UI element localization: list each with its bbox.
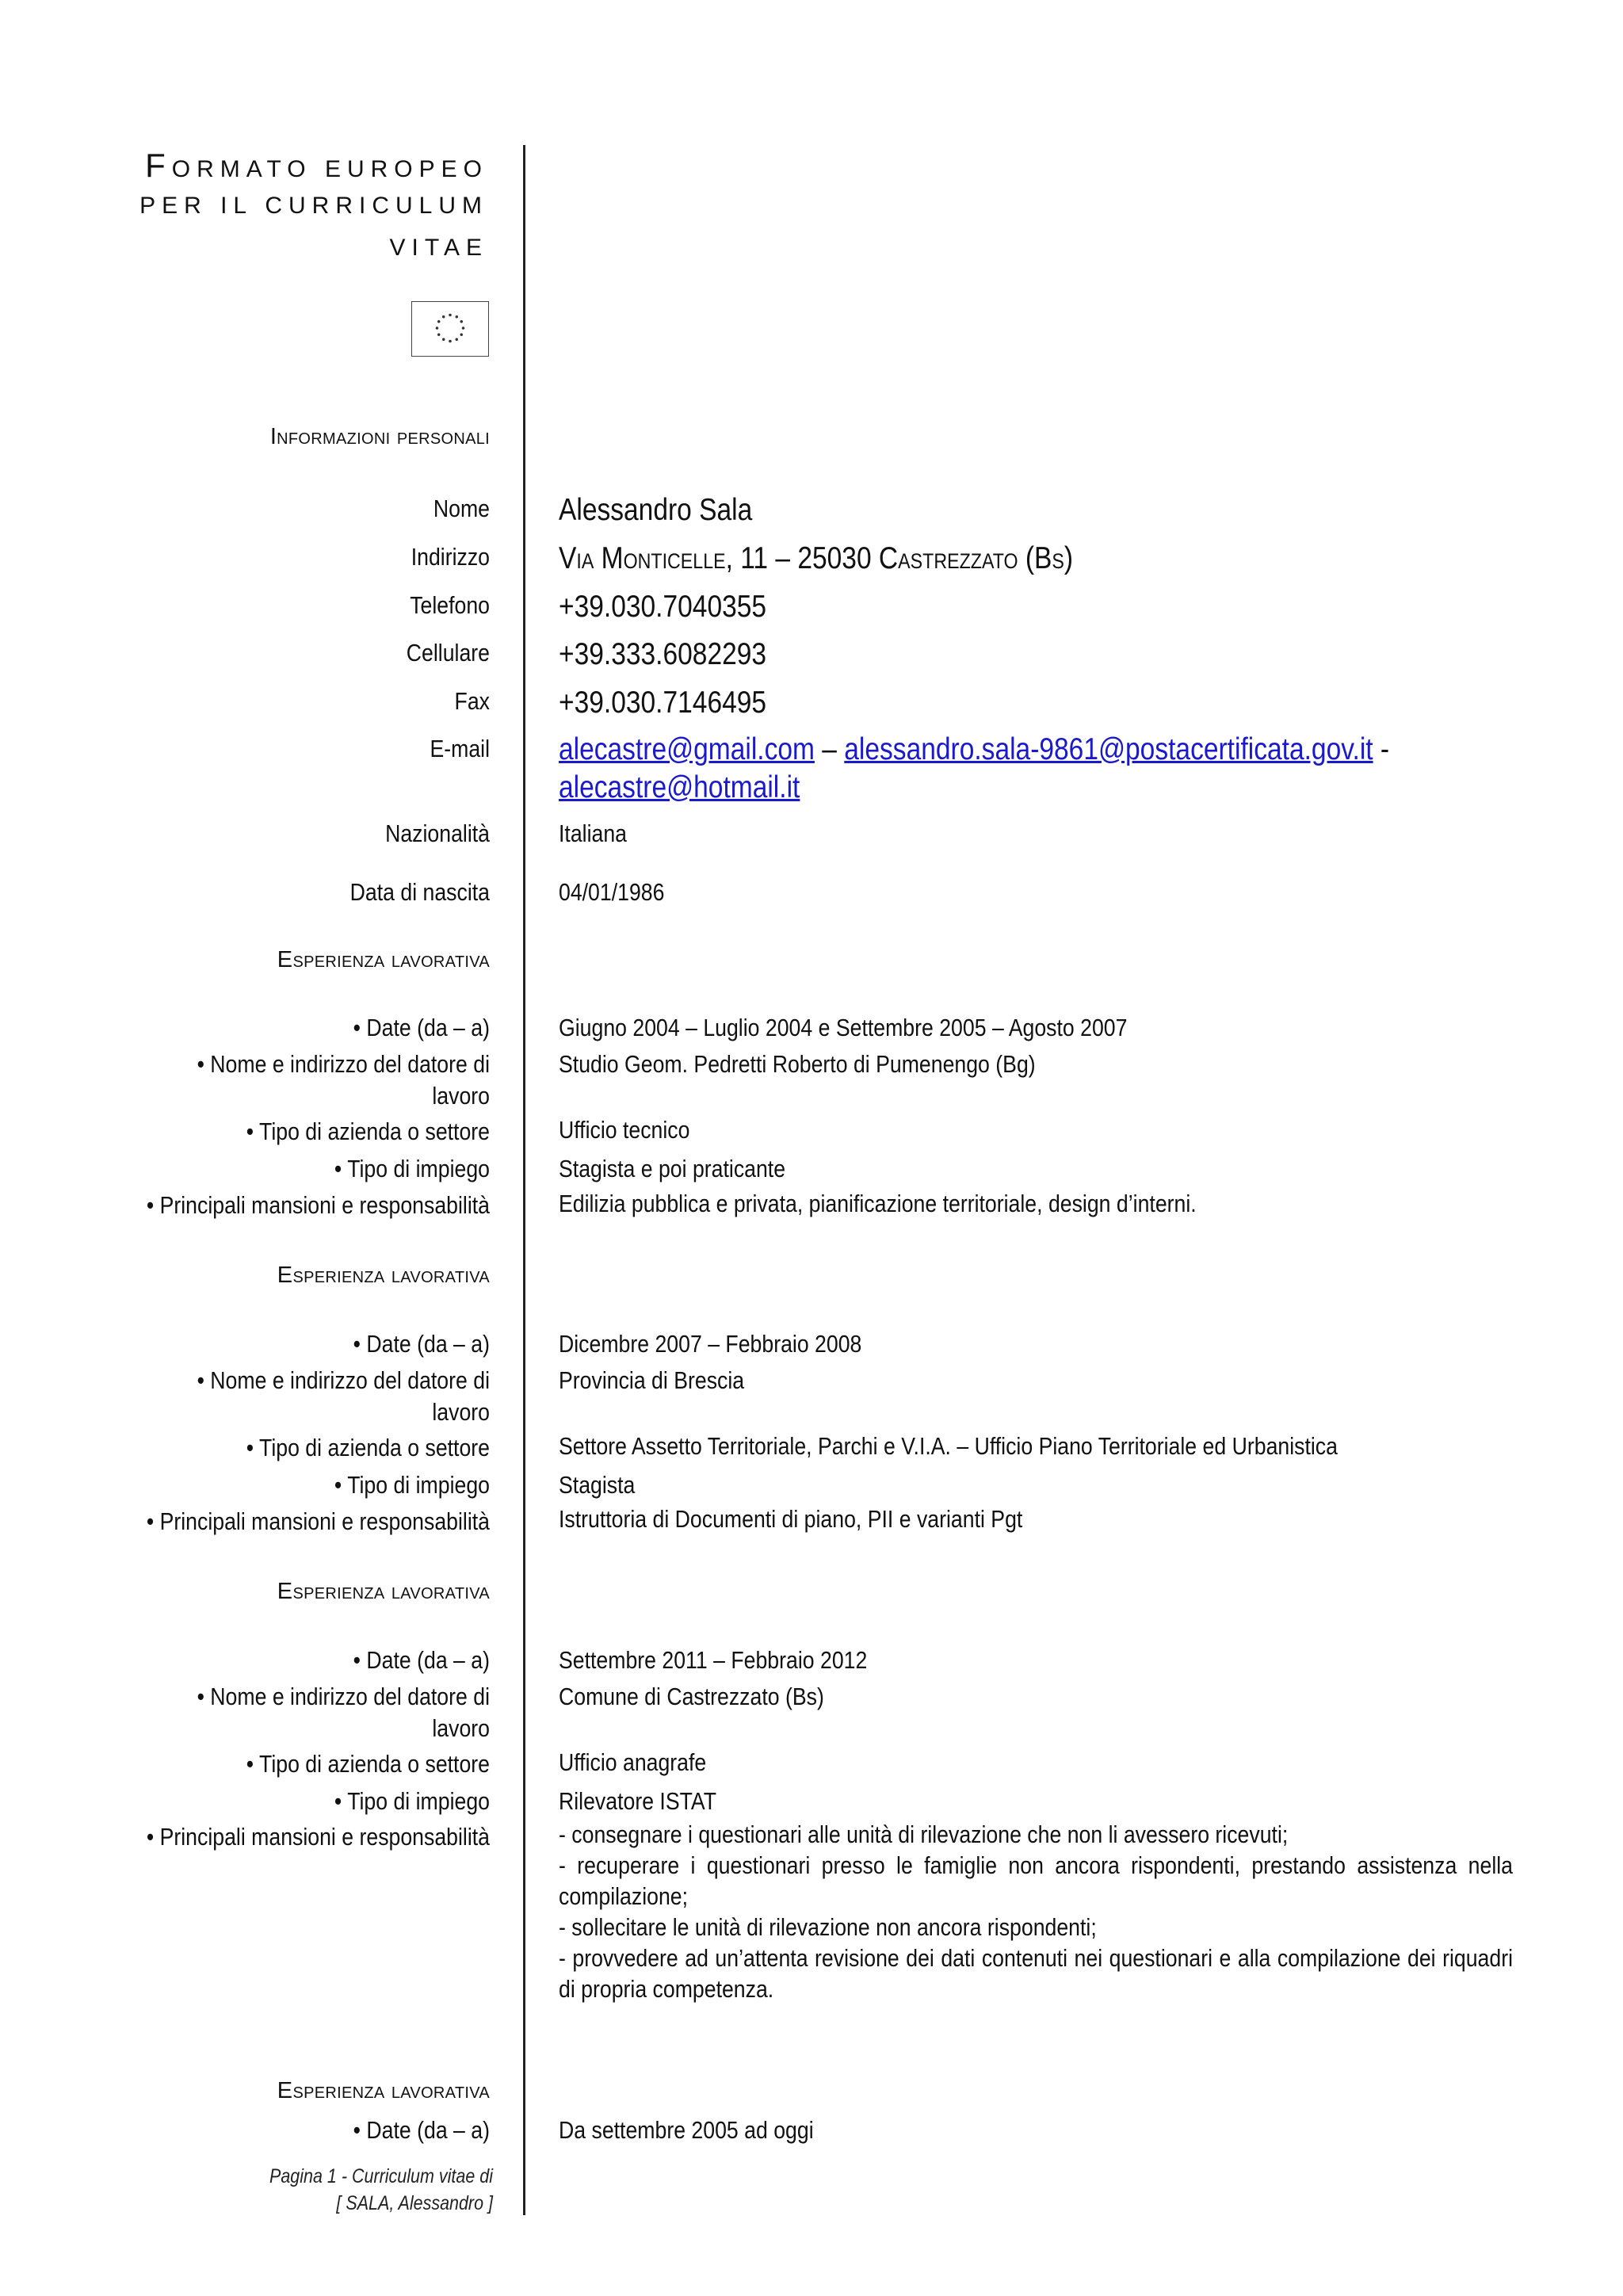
value-address: Via Monticelle, 11 – 25030 Castrezzato (Bs) [559,541,1074,575]
label-role: • Tipo di impiego [334,1155,490,1182]
title-line-1: FORMATO EUROPEO [145,147,488,184]
label-duties: • Principali mansioni e responsabilità [146,1507,490,1535]
label-employer: • Nome e indirizzo del datore di lavoro [197,1050,490,1110]
value-birth: 04/01/1986 [559,878,665,906]
exp4-dates: Da settembre 2005 ad oggi [559,2116,814,2144]
title-line-3: VITAE [389,235,488,261]
label-email: E-mail [430,735,490,762]
exp3-dates: Settembre 2011 – Febbraio 2012 [559,1646,868,1674]
exp3-employer: Comune di Castrezzato (Bs) [559,1683,824,1710]
value-fax: +39.030.7146495 [559,686,767,720]
label-role: • Tipo di impiego [334,1471,490,1499]
vertical-divider [523,145,525,2215]
exp3-role: Rilevatore ISTAT [559,1787,717,1815]
exp2-sector: Settore Assetto Territoriale, Parchi e V.I.A. – Ufficio Piano Territoriale ed Urbanistica [559,1432,1338,1460]
email-separator: – [814,732,845,766]
value-mobile: +39.333.6082293 [559,637,767,671]
label-nationality: Nazionalità [385,819,490,847]
label-duties: • Principali mansioni e responsabilità [146,1191,490,1219]
label-phone: Telefono [410,591,490,619]
label-dates: • Date (da – a) [353,1646,490,1674]
value-phone: +39.030.7040355 [559,590,767,624]
duty-item: - consegnare i questionari alle unità di rilevazione che non li avessero ricevuti; [559,1820,1289,1848]
eu-flag-icon [411,301,489,357]
label-dates: • Date (da – a) [353,1014,490,1041]
email-separator: - [1373,732,1390,766]
section-experience-2: Esperienza lavorativa [277,1263,490,1288]
email-link-hotmail[interactable]: alecastre@hotmail.it [559,770,800,804]
label-employer: • Nome e indirizzo del datore di lavoro [197,1683,490,1742]
title-line-2: PER IL CURRICULUM [139,193,488,219]
label-address: Indirizzo [411,543,490,571]
section-experience-1: Esperienza lavorativa [277,947,490,972]
label-sector: • Tipo di azienda o settore [246,1434,490,1461]
value-email [559,731,1513,807]
duty-item: - sollecitare le unità di rilevazione non ancora rispondenti; [559,1913,1097,1941]
exp1-role: Stagista e poi praticante [559,1155,786,1182]
label-duties: • Principali mansioni e responsabilità [146,1823,490,1851]
footer-owner: [ SALA, Alessandro ] [336,2192,493,2214]
exp3-duties [559,1819,1513,2004]
label-sector: • Tipo di azienda o settore [246,1117,490,1145]
exp1-dates: Giugno 2004 – Luglio 2004 e Settembre 2005 – Agosto 2007 [559,1014,1128,1041]
label-employer: • Nome e indirizzo del datore di lavoro [197,1366,490,1426]
label-dates: • Date (da – a) [353,1330,490,1358]
footer-page-label: Pagina 1 - Curriculum vitae di [269,2165,493,2187]
exp1-employer: Studio Geom. Pedretti Roberto di Pumenengo (Bg) [559,1050,1036,1078]
label-fax: Fax [454,687,490,715]
label-dates: • Date (da – a) [353,2116,490,2144]
label-birth: Data di nascita [349,878,490,906]
label-sector: • Tipo di azienda o settore [246,1750,490,1778]
exp2-dates: Dicembre 2007 – Febbraio 2008 [559,1330,862,1358]
exp2-duties: Istruttoria di Documenti di piano, PII e varianti Pgt [559,1505,1023,1533]
exp2-employer: Provincia di Brescia [559,1366,745,1394]
duty-item: - provvedere ad un’attenta revisione dei dati contenuti nei questionari e alla compilazione dei riquadri di propria competenza. [559,1944,1513,2003]
value-nationality: Italiana [559,819,627,847]
exp1-duties: Edilizia pubblica e privata, pianificazione territoriale, design d’interni. [559,1190,1197,1217]
page-footer [220,2163,493,2217]
label-role: • Tipo di impiego [334,1787,490,1815]
section-personal-info: Informazioni personali [269,424,490,449]
exp3-sector: Ufficio anagrafe [559,1748,707,1776]
label-name: Nome [433,495,490,522]
section-experience-4: Esperienza lavorativa [277,2078,490,2103]
exp2-role: Stagista [559,1471,636,1499]
exp1-sector: Ufficio tecnico [559,1116,690,1144]
email-link-pec[interactable]: alessandro.sala-9861@postacertificata.gov.it [844,732,1373,766]
section-experience-3: Esperienza lavorativa [277,1579,490,1604]
value-name: Alessandro Sala [559,493,753,527]
duty-item: - recuperare i questionari presso le famiglie non ancora rispondenti, prestando assistenza nella compilazione; [559,1851,1513,1910]
label-mobile: Cellulare [406,639,490,667]
email-link-gmail[interactable]: alecastre@gmail.com [559,732,815,766]
